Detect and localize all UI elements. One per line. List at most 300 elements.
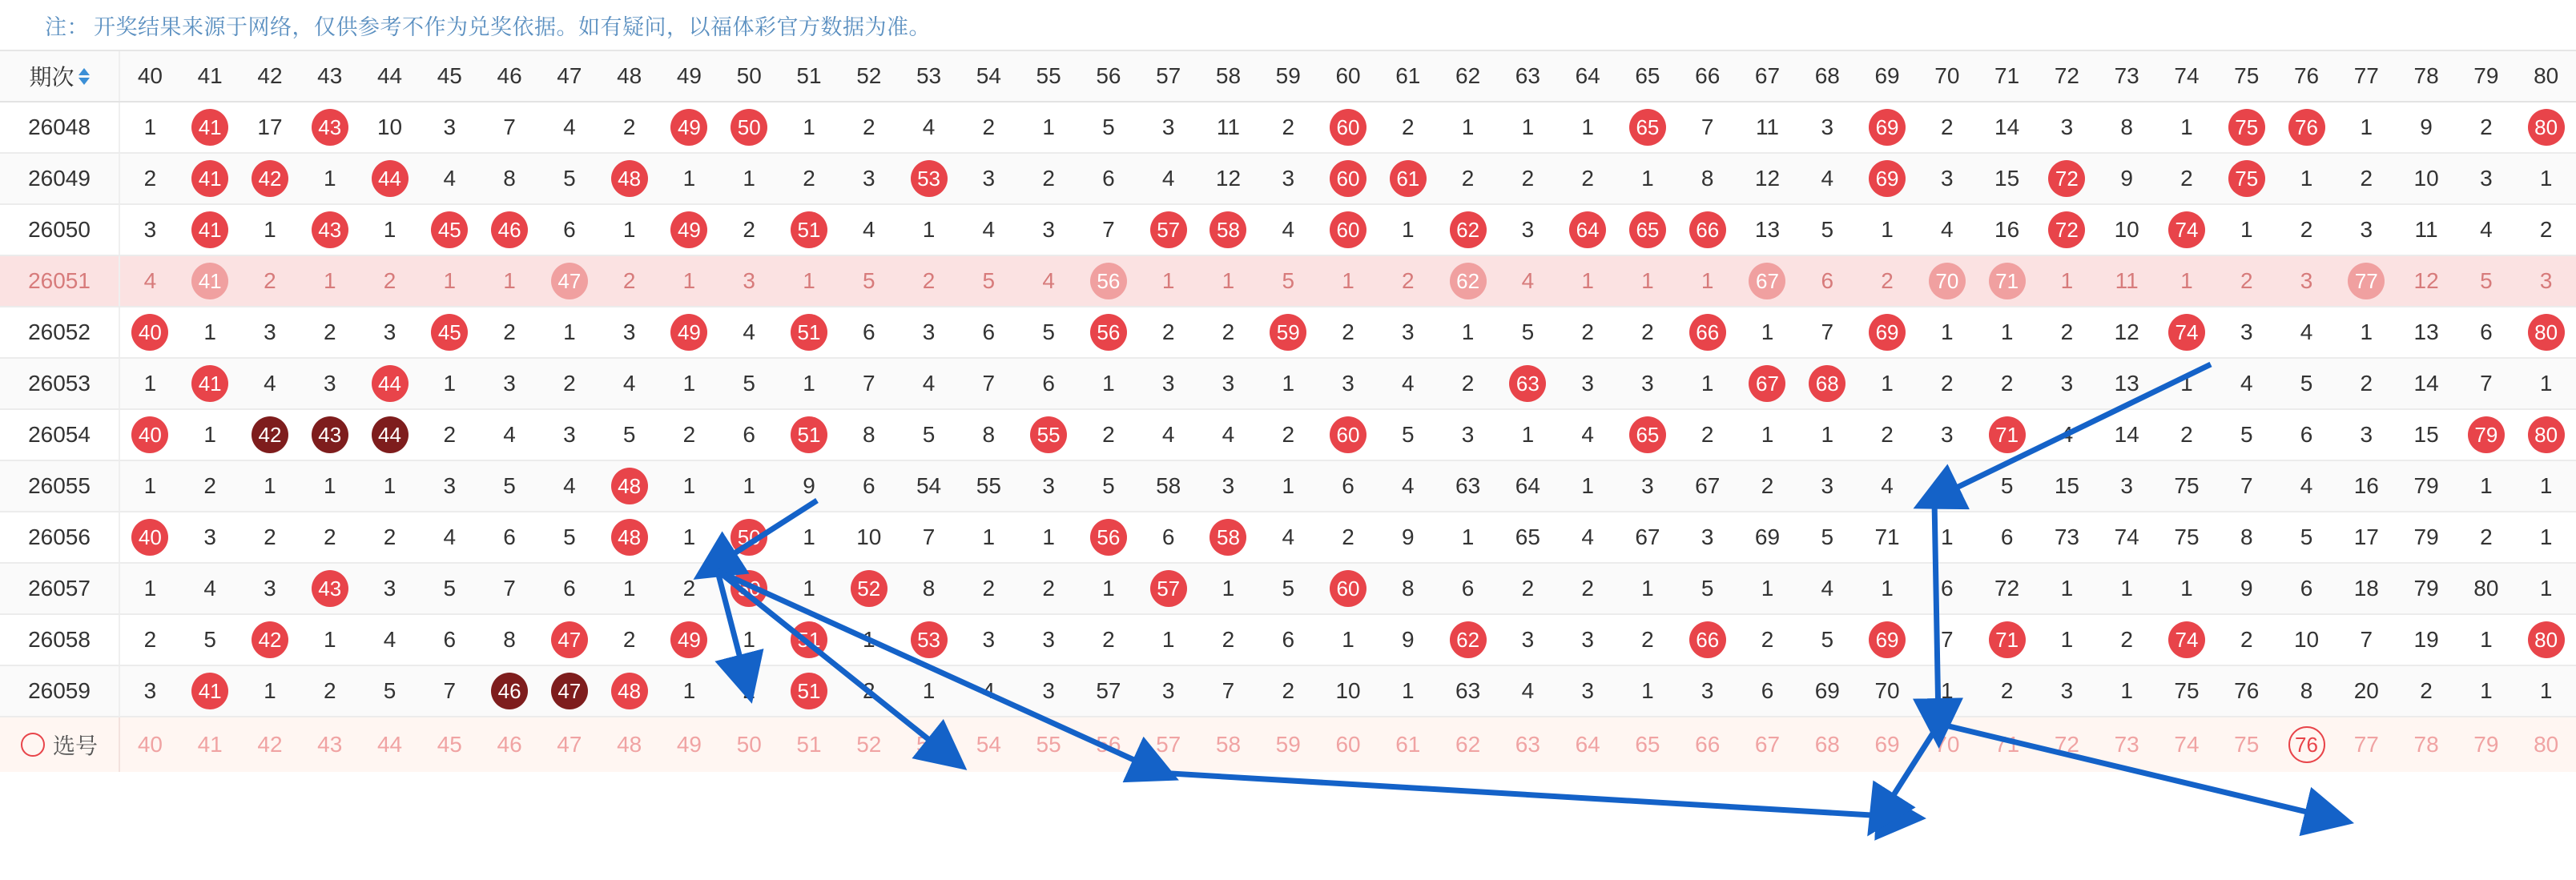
- number-cell: [1498, 359, 1558, 408]
- pick-number-cell[interactable]: 50: [736, 732, 762, 757]
- number-cell: 2: [2240, 627, 2253, 652]
- hit-ball: 75: [2228, 160, 2265, 197]
- hit-ball: 71: [1989, 263, 2026, 299]
- number-cell: 1: [1881, 217, 1894, 242]
- number-cell: [480, 205, 540, 255]
- number-cell: [180, 205, 240, 255]
- number-cell: [1378, 154, 1438, 203]
- pick-number-cell[interactable]: 60: [1335, 732, 1361, 757]
- number-cell: 2: [1222, 319, 1235, 344]
- column-header-43[interactable]: 43: [317, 63, 343, 88]
- number-cell: 2: [1581, 576, 1594, 601]
- note-text: 开奖结果来源于网络，仅供参考不作为兑奖依据。如有疑问，以福体彩官方数据为准。: [94, 14, 931, 39]
- number-cell: [659, 307, 719, 357]
- pick-number-cell[interactable]: 49: [676, 732, 702, 757]
- number-cell: 8: [982, 422, 996, 447]
- number-cell: 2: [323, 319, 336, 344]
- column-header-66[interactable]: 66: [1695, 63, 1721, 88]
- pick-number-cell[interactable]: 51: [796, 732, 822, 757]
- number-cell: 3: [323, 371, 336, 396]
- column-header-59[interactable]: 59: [1275, 63, 1301, 88]
- number-cell: 4: [1402, 473, 1415, 498]
- number-cell: 2: [1222, 627, 1235, 652]
- number-cell: 2: [1402, 268, 1415, 293]
- number-cell: [1618, 102, 1678, 152]
- number-cell: 4: [1881, 473, 1894, 498]
- number-cell: 1: [1342, 268, 1354, 293]
- number-cell: [480, 666, 540, 716]
- number-cell: 2: [1282, 678, 1295, 703]
- number-cell: [2516, 615, 2576, 665]
- number-cell: 1: [143, 473, 157, 498]
- hit-ball: 58: [1210, 211, 1246, 248]
- number-cell: [719, 564, 779, 613]
- number-cell: [1138, 205, 1198, 255]
- hit-ball: 58: [1210, 519, 1246, 556]
- number-cell: 1: [203, 319, 216, 344]
- circle-icon[interactable]: [21, 733, 45, 757]
- column-header-63[interactable]: 63: [1515, 63, 1540, 88]
- number-cell: 3: [1701, 678, 1714, 703]
- number-cell: [180, 666, 240, 716]
- table-row[interactable]: [0, 512, 2576, 564]
- number-cell: 5: [2300, 524, 2313, 549]
- number-cell: [1858, 307, 1918, 357]
- number-cell: [2157, 615, 2217, 665]
- number-cell: 2: [1521, 166, 1535, 191]
- column-header-78[interactable]: 78: [2413, 63, 2439, 88]
- number-cell: 1: [1521, 422, 1535, 447]
- number-cell: 2: [323, 524, 336, 549]
- hit-ball: 65: [1629, 109, 1666, 146]
- hit-ball: 62: [1450, 263, 1487, 299]
- column-header-45[interactable]: 45: [437, 63, 462, 88]
- column-header-41[interactable]: 41: [197, 63, 223, 88]
- issue-cell: 26053: [0, 359, 120, 408]
- number-cell: 54: [916, 473, 942, 498]
- number-cell: [1318, 154, 1379, 203]
- pick-number-cell[interactable]: [2276, 717, 2337, 772]
- table-row[interactable]: [0, 307, 2576, 359]
- hit-ball: 55: [1030, 416, 1067, 453]
- pick-number-cell[interactable]: 43: [317, 732, 343, 757]
- number-cell: 6: [2300, 576, 2313, 601]
- number-cell: 4: [743, 319, 755, 344]
- hit-ball: 43: [312, 416, 348, 453]
- number-cell: [2337, 256, 2397, 306]
- number-cell: 12: [1215, 166, 1242, 191]
- column-header-49[interactable]: 49: [676, 63, 702, 88]
- hit-ball: 71: [1989, 416, 2026, 453]
- pick-number-cell[interactable]: 54: [976, 732, 1001, 757]
- number-cell: 1: [1881, 576, 1894, 601]
- pick-number-cell[interactable]: 80: [2534, 732, 2559, 757]
- column-header-44[interactable]: 44: [376, 63, 403, 88]
- pick-number-cell[interactable]: 62: [1455, 732, 1481, 757]
- number-cell: 4: [383, 627, 396, 652]
- column-header-67[interactable]: 67: [1754, 63, 1781, 88]
- number-cell: 3: [2060, 115, 2074, 139]
- hit-ball: 68: [1809, 365, 1845, 402]
- pick-number-cell[interactable]: 65: [1635, 732, 1660, 757]
- number-cell: 17: [2353, 524, 2379, 549]
- column-header-47[interactable]: 47: [557, 63, 582, 88]
- table-row[interactable]: [0, 359, 2576, 410]
- number-cell: 1: [443, 371, 457, 396]
- table-row[interactable]: [0, 615, 2576, 666]
- selected-ball[interactable]: 76: [2288, 726, 2325, 763]
- column-header-77[interactable]: 77: [2353, 63, 2379, 88]
- pick-number-cell[interactable]: 48: [617, 732, 642, 757]
- column-header-71[interactable]: 71: [1994, 63, 2020, 88]
- number-cell: 1: [1042, 524, 1055, 549]
- number-cell: 1: [323, 473, 336, 498]
- number-cell: 2: [1581, 319, 1594, 344]
- number-cell: [599, 461, 659, 511]
- hit-ball: 60: [1330, 160, 1366, 197]
- hit-ball: 46: [491, 673, 528, 709]
- number-cell: 7: [1941, 627, 1954, 652]
- pick-number-cell[interactable]: 53: [916, 732, 942, 757]
- number-cell: 1: [1282, 371, 1295, 396]
- column-header-60[interactable]: 60: [1335, 63, 1361, 88]
- number-cell: [1618, 410, 1678, 460]
- hit-ball: 40: [131, 314, 168, 351]
- number-cell: 1: [2480, 678, 2493, 703]
- number-cell: 3: [1521, 627, 1535, 652]
- pick-number-cell[interactable]: 79: [2473, 732, 2499, 757]
- number-cell: 5: [2300, 371, 2313, 396]
- column-header-70[interactable]: 70: [1934, 63, 1960, 88]
- number-cell: 3: [1581, 627, 1594, 652]
- number-cell: [839, 564, 899, 613]
- column-header-72[interactable]: 72: [2054, 63, 2079, 88]
- number-cell: 2: [2180, 422, 2193, 447]
- pick-number-cell[interactable]: 63: [1515, 732, 1540, 757]
- number-cell: 1: [922, 678, 936, 703]
- hit-ball: 40: [131, 519, 168, 556]
- number-cell: 3: [2060, 678, 2074, 703]
- pick-number-cell[interactable]: 59: [1275, 732, 1301, 757]
- number-cell: 1: [1042, 115, 1055, 139]
- number-cell: 12: [2114, 319, 2139, 344]
- number-cell: 1: [1581, 473, 1594, 498]
- number-cell: 69: [1814, 678, 1840, 703]
- table-row[interactable]: [0, 666, 2576, 717]
- pick-number-cell[interactable]: 58: [1215, 732, 1242, 757]
- hit-ball: 56: [1090, 263, 1127, 299]
- note-label: 注：: [45, 14, 89, 39]
- number-cell: [360, 410, 420, 460]
- number-cell: 1: [264, 473, 276, 498]
- number-cell: 12: [1754, 166, 1781, 191]
- pick-number-cell[interactable]: 68: [1814, 732, 1840, 757]
- number-cell: 2: [2060, 319, 2074, 344]
- number-cell: [719, 102, 779, 152]
- column-header-65[interactable]: 65: [1635, 63, 1660, 88]
- table-row[interactable]: [0, 410, 2576, 461]
- hit-ball: 59: [1270, 314, 1306, 351]
- number-cell: 1: [1102, 576, 1115, 601]
- number-cell: 2: [1521, 576, 1535, 601]
- pick-number-cell[interactable]: 40: [137, 732, 163, 757]
- column-header-53[interactable]: 53: [916, 63, 942, 88]
- hit-ball: 69: [1869, 109, 1906, 146]
- column-header-56[interactable]: 56: [1096, 63, 1121, 88]
- column-header-55[interactable]: 55: [1036, 63, 1061, 88]
- number-cell: 69: [1754, 524, 1781, 549]
- number-cell: 3: [982, 166, 996, 191]
- column-header-58[interactable]: 58: [1215, 63, 1242, 88]
- number-cell: 1: [1761, 576, 1774, 601]
- number-cell: 4: [2240, 371, 2253, 396]
- number-cell: [1318, 205, 1379, 255]
- number-cell: 1: [622, 576, 636, 601]
- number-cell: 3: [2539, 268, 2553, 293]
- column-header-80[interactable]: 80: [2534, 63, 2559, 88]
- number-cell: 4: [143, 268, 157, 293]
- hit-ball: 65: [1629, 211, 1666, 248]
- pick-number-cell[interactable]: 69: [1874, 732, 1900, 757]
- pick-number-cell[interactable]: 66: [1695, 732, 1721, 757]
- pick-number-cell[interactable]: 46: [497, 732, 522, 757]
- column-header-74[interactable]: 74: [2174, 63, 2200, 88]
- number-cell: [1858, 615, 1918, 665]
- number-cell: 2: [143, 166, 157, 191]
- number-cell: 4: [862, 217, 875, 242]
- number-cell: [1977, 615, 2037, 665]
- number-cell: 8: [862, 422, 875, 447]
- number-cell: [1198, 205, 1258, 255]
- number-cell: 1: [1581, 268, 1594, 293]
- pick-number-cell[interactable]: 57: [1156, 732, 1181, 757]
- number-cell: 1: [563, 319, 576, 344]
- column-header-40[interactable]: 40: [137, 63, 163, 88]
- hit-ball: 49: [670, 621, 707, 658]
- number-cell: 5: [383, 678, 396, 703]
- number-cell: 5: [1821, 627, 1834, 652]
- number-cell: 65: [1515, 524, 1540, 549]
- pick-number-cell[interactable]: 67: [1754, 732, 1781, 757]
- pick-number-cell[interactable]: 71: [1994, 732, 2020, 757]
- number-cell: 4: [203, 576, 216, 601]
- number-cell: 10: [856, 524, 882, 549]
- number-cell: 3: [1042, 473, 1055, 498]
- number-cell: 1: [383, 473, 396, 498]
- table-row[interactable]: [0, 461, 2576, 512]
- pick-number-cell[interactable]: 77: [2353, 732, 2379, 757]
- number-cell: 7: [1821, 319, 1834, 344]
- number-cell: 67: [1635, 524, 1660, 549]
- number-cell: 1: [2120, 576, 2133, 601]
- number-cell: [420, 307, 480, 357]
- hit-ball: 62: [1450, 621, 1487, 658]
- number-cell: 1: [1161, 268, 1175, 293]
- number-cell: 3: [264, 319, 276, 344]
- number-cell: [2157, 307, 2217, 357]
- pick-number-cell[interactable]: 45: [437, 732, 462, 757]
- table-row[interactable]: [0, 205, 2576, 256]
- number-cell: 4: [1581, 422, 1594, 447]
- number-cell: 5: [2240, 422, 2253, 447]
- number-cell: 4: [1282, 217, 1295, 242]
- table-row[interactable]: [0, 564, 2576, 615]
- column-header-68[interactable]: 68: [1814, 63, 1840, 88]
- number-cell: 1: [323, 627, 336, 652]
- number-cell: 2: [1461, 166, 1475, 191]
- pick-number-cell[interactable]: 44: [376, 732, 403, 757]
- number-cell: 12: [2413, 268, 2439, 293]
- number-cell: 7: [503, 115, 516, 139]
- number-cell: 1: [2180, 268, 2193, 293]
- column-header-76[interactable]: 76: [2293, 63, 2320, 88]
- number-cell: 5: [743, 371, 755, 396]
- column-header-62[interactable]: 62: [1455, 63, 1481, 88]
- number-cell: 8: [2300, 678, 2313, 703]
- number-cell: 3: [1821, 473, 1834, 498]
- number-cell: [899, 154, 959, 203]
- hit-ball: 41: [191, 160, 228, 197]
- pick-row-label[interactable]: [0, 717, 120, 772]
- number-cell: 2: [264, 268, 276, 293]
- pick-number-cell[interactable]: 75: [2234, 732, 2260, 757]
- number-cell: [599, 154, 659, 203]
- column-header-75[interactable]: 75: [2234, 63, 2260, 88]
- number-cell: 1: [2180, 576, 2193, 601]
- number-cell: 4: [1521, 268, 1535, 293]
- pick-number-cell[interactable]: 78: [2413, 732, 2439, 757]
- pick-number-cell[interactable]: 56: [1096, 732, 1121, 757]
- pick-number-cell[interactable]: 52: [856, 732, 882, 757]
- number-cell: 1: [1941, 319, 1954, 344]
- table-row[interactable]: [0, 102, 2576, 154]
- hit-ball: 45: [431, 314, 468, 351]
- column-header-69[interactable]: 69: [1874, 63, 1900, 88]
- hit-ball: 49: [670, 314, 707, 351]
- pick-number-cell[interactable]: 55: [1036, 732, 1061, 757]
- number-cell: 79: [2413, 576, 2439, 601]
- number-cell: 1: [1641, 678, 1654, 703]
- pick-number-cell[interactable]: 74: [2174, 732, 2200, 757]
- column-header-42[interactable]: 42: [257, 63, 283, 88]
- number-cell: 4: [2300, 473, 2313, 498]
- hit-ball: 49: [670, 109, 707, 146]
- number-cell: 3: [383, 319, 396, 344]
- number-cell: 1: [1461, 319, 1475, 344]
- number-cell: 2: [622, 268, 636, 293]
- number-cell: 9: [1402, 524, 1415, 549]
- number-cell: 3: [922, 319, 936, 344]
- hit-ball: 66: [1689, 621, 1726, 658]
- column-header-79[interactable]: 79: [2473, 63, 2499, 88]
- table-row[interactable]: [0, 256, 2576, 307]
- number-cell: [1318, 102, 1379, 152]
- number-cell: [2216, 154, 2276, 203]
- pick-number-cell[interactable]: 73: [2114, 732, 2139, 757]
- pick-number-cell[interactable]: 47: [557, 732, 582, 757]
- column-header-50[interactable]: 50: [736, 63, 762, 88]
- number-cell: 1: [922, 217, 936, 242]
- pick-number-cell[interactable]: 61: [1395, 732, 1421, 757]
- pick-number-cell[interactable]: 72: [2054, 732, 2079, 757]
- number-cell: [599, 666, 659, 716]
- table-header-row: [0, 51, 2576, 102]
- hit-ball: 49: [670, 211, 707, 248]
- number-cell: 13: [1754, 217, 1781, 242]
- column-header-73[interactable]: 73: [2114, 63, 2139, 88]
- table-row[interactable]: [0, 154, 2576, 205]
- hit-ball: 53: [911, 160, 948, 197]
- pick-row[interactable]: [0, 717, 2576, 772]
- number-cell: 4: [982, 678, 996, 703]
- number-cell: 4: [563, 115, 576, 139]
- number-cell: 1: [2300, 166, 2313, 191]
- number-cell: 5: [982, 268, 996, 293]
- issue-sort-header[interactable]: [0, 51, 120, 101]
- hit-ball: 47: [551, 673, 588, 709]
- number-cell: 1: [323, 166, 336, 191]
- number-cell: 2: [743, 678, 755, 703]
- number-cell: 3: [1282, 166, 1295, 191]
- column-header-61[interactable]: 61: [1395, 63, 1421, 88]
- column-header-51[interactable]: 51: [796, 63, 822, 88]
- pick-number-cell[interactable]: 42: [257, 732, 283, 757]
- number-cell: 6: [982, 319, 996, 344]
- number-cell: 7: [1222, 678, 1235, 703]
- number-cell: 3: [383, 576, 396, 601]
- number-cell: 4: [563, 473, 576, 498]
- pick-number-cell[interactable]: 64: [1575, 732, 1600, 757]
- number-cell: 4: [982, 217, 996, 242]
- hit-ball: 69: [1869, 160, 1906, 197]
- number-cell: 1: [1941, 678, 1954, 703]
- number-cell: 4: [1821, 576, 1834, 601]
- column-header-54[interactable]: 54: [976, 63, 1001, 88]
- hit-ball: 48: [611, 160, 648, 197]
- pick-number-cell[interactable]: 70: [1934, 732, 1960, 757]
- number-cell: [120, 307, 180, 357]
- number-cell: 4: [1821, 166, 1834, 191]
- number-cell: 6: [862, 473, 875, 498]
- sort-arrows-icon[interactable]: [78, 68, 90, 85]
- number-cell: 6: [563, 217, 576, 242]
- column-header-52[interactable]: 52: [856, 63, 882, 88]
- hit-ball: 60: [1330, 109, 1366, 146]
- number-cell: 2: [1342, 319, 1354, 344]
- number-cell: [1737, 359, 1797, 408]
- number-cell: 1: [1521, 115, 1535, 139]
- number-cell: [1079, 307, 1139, 357]
- column-header-64[interactable]: 64: [1575, 63, 1600, 88]
- number-cell: [659, 205, 719, 255]
- column-header-46[interactable]: 46: [497, 63, 522, 88]
- column-header-57[interactable]: 57: [1156, 63, 1181, 88]
- number-cell: 1: [803, 371, 815, 396]
- pick-number-cell[interactable]: 41: [197, 732, 223, 757]
- number-cell: [240, 410, 300, 460]
- number-cell: 1: [1461, 115, 1475, 139]
- number-cell: 5: [862, 268, 875, 293]
- number-cell: 4: [443, 166, 457, 191]
- hit-ball: 53: [911, 621, 948, 658]
- number-cell: 15: [2413, 422, 2439, 447]
- hit-ball: 70: [1929, 263, 1966, 299]
- number-cell: [300, 102, 360, 152]
- number-cell: 1: [1222, 576, 1235, 601]
- number-cell: [1079, 256, 1139, 306]
- column-header-48[interactable]: 48: [617, 63, 642, 88]
- number-cell: 5: [922, 422, 936, 447]
